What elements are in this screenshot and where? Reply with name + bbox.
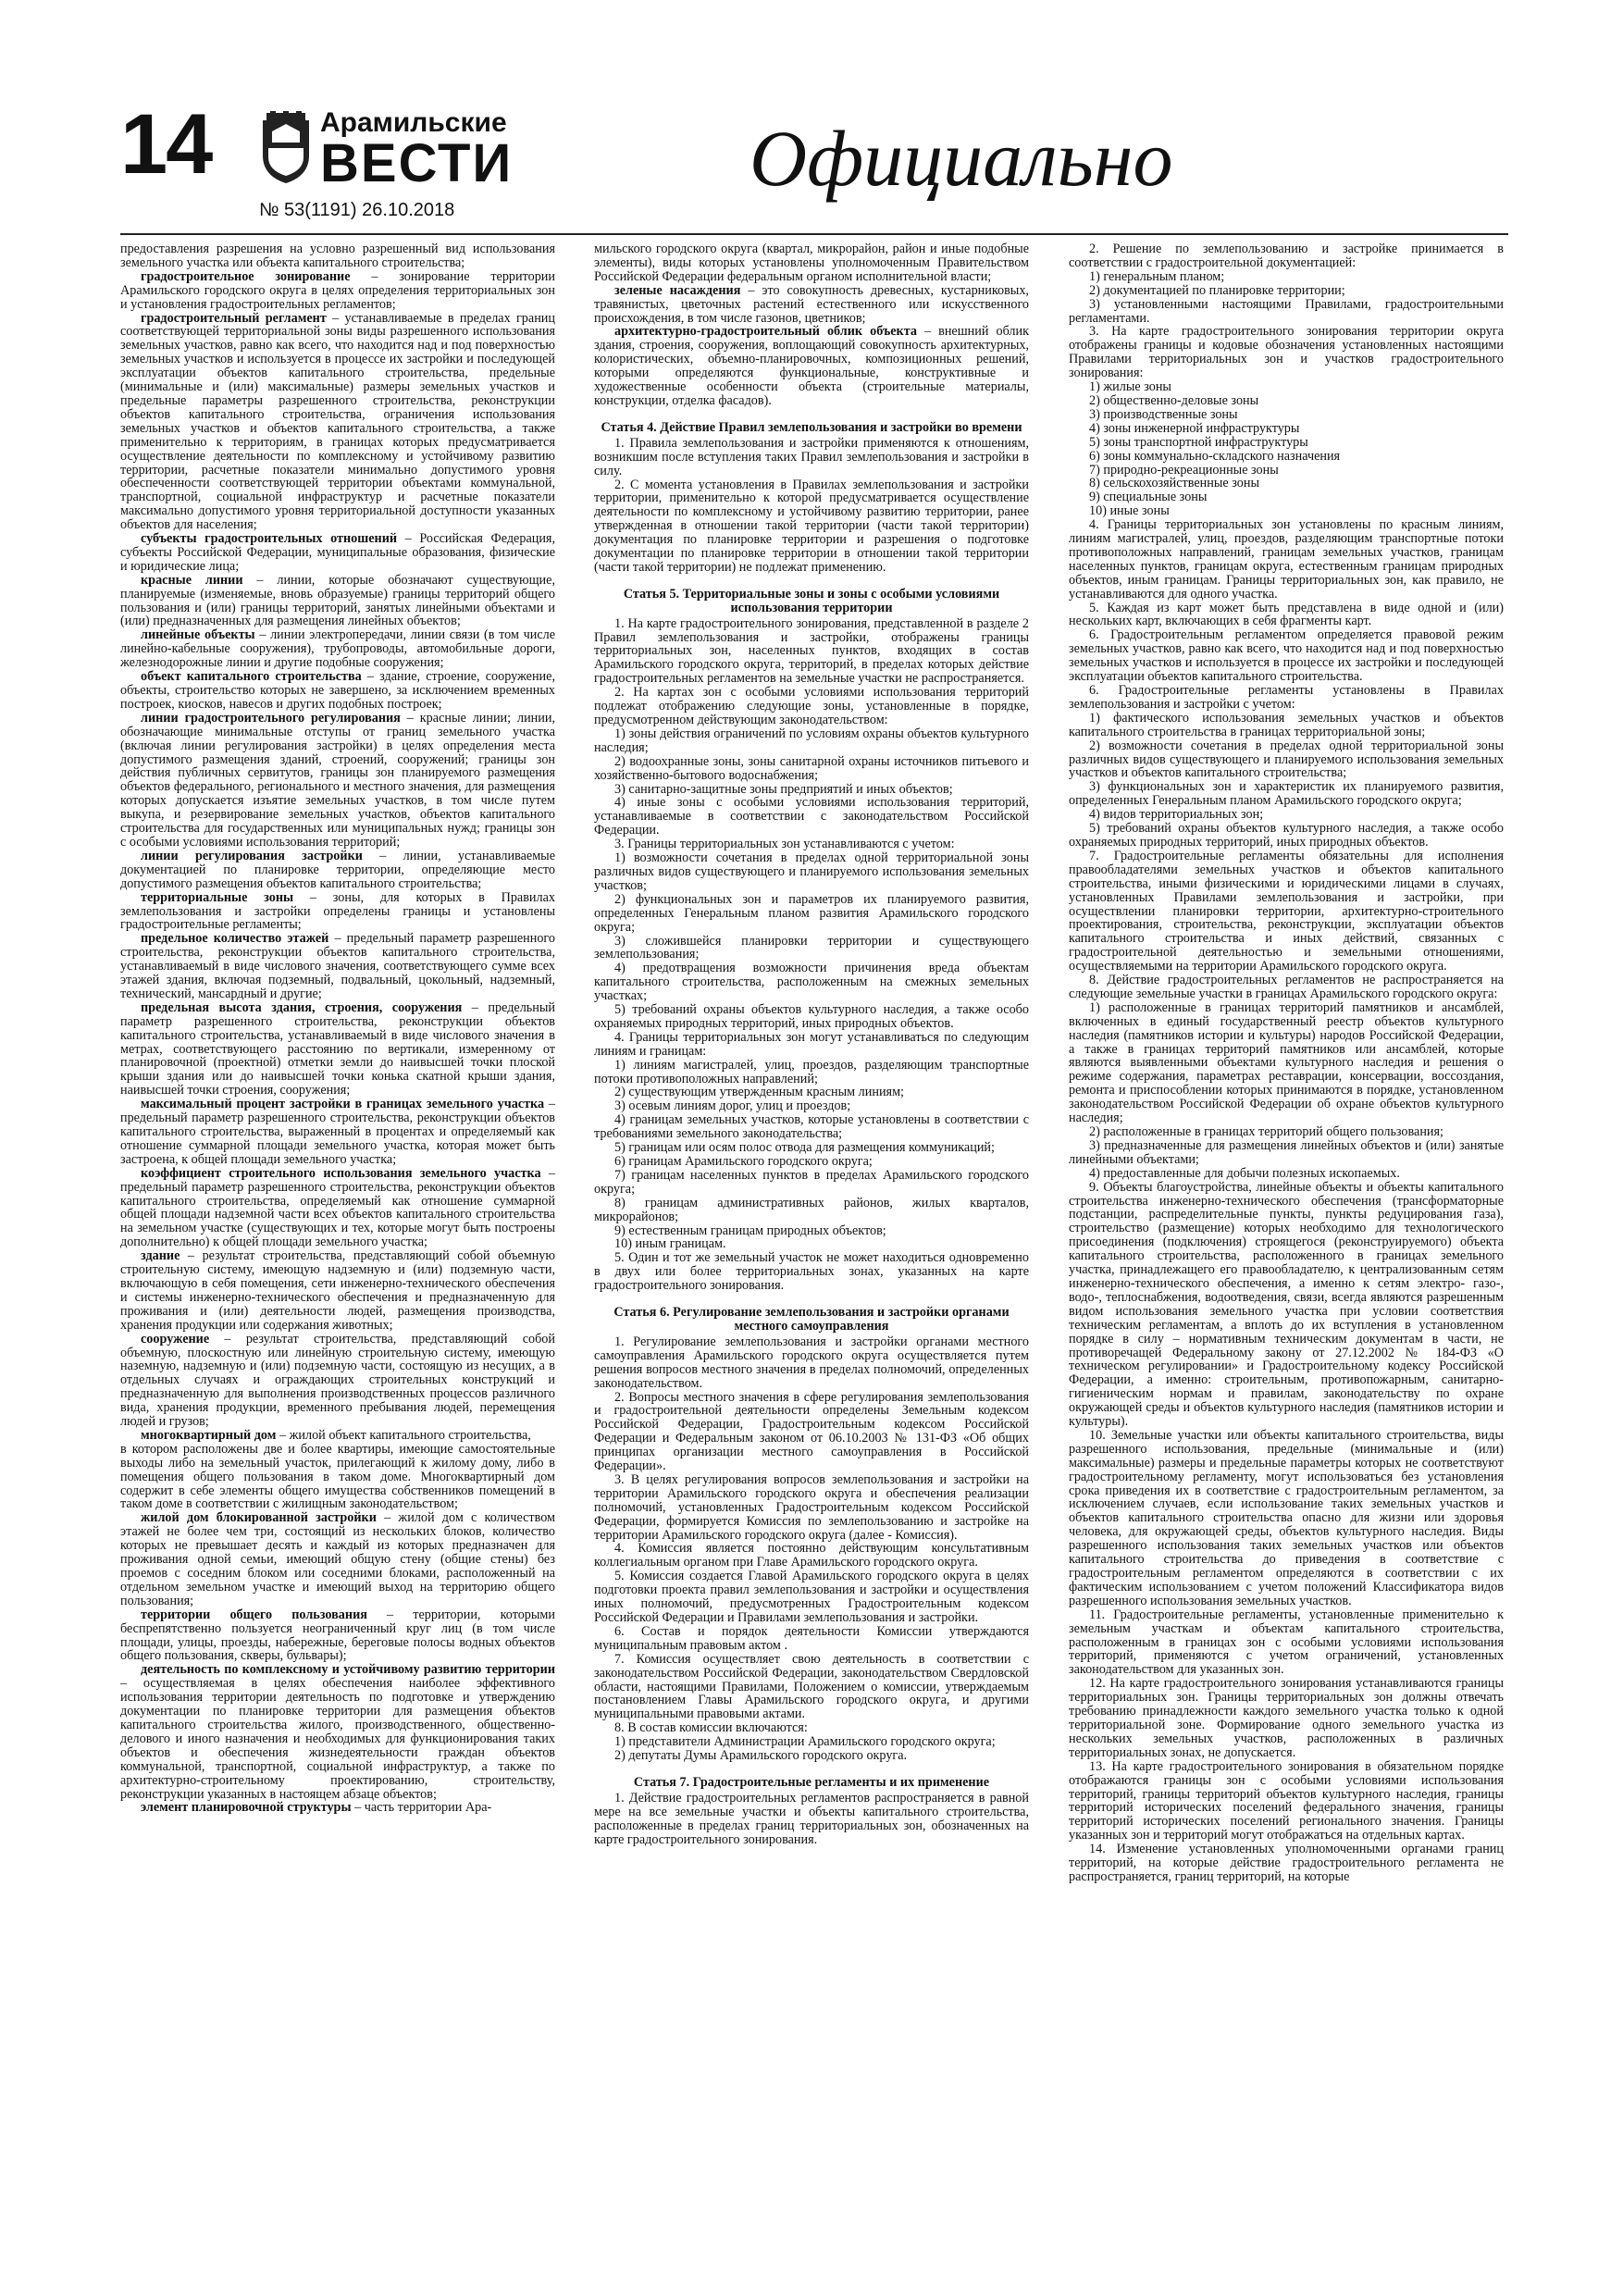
term: объект капитального строительства (141, 669, 362, 685)
text-column-1 (120, 242, 555, 1815)
paragraph-text: 2. Решение по землепользованию и застройке принимается в соответствии с градостроительной документацией: (1069, 242, 1504, 270)
paragraph-text: 10. Земельные участки или объекты капитального строительства, виды разрешенного использования, предельные (минимальные и (или) максимальные) размеры и предельные параметры которых не соответствуют градостроительному регламенту, могут использоваться без установления срока приведения их в соответствие с градостроительным регламентом, за исключением случаев, если использование таких земельных участков и объектов капитального строительства опасно для жизни или здоровья человека, для окружающей среды, объектов культурного наследия. Виды разрешенного использования таких земельных участков или объектов капитального строительства до приведения в соответствие с градостроительным регламентом определяются в соответствии с их фактическим использованием с учетом положений Классификатора видов разрешенного использования земельных участков. (1069, 1427, 1504, 1608)
paragraph (1069, 450, 1504, 464)
paragraph (594, 1251, 1029, 1293)
term: градостроительное зонирование (141, 268, 351, 284)
term: территориальные зоны (141, 889, 294, 905)
paragraph (594, 1113, 1029, 1141)
paragraph-text: 12. На карте градостроительного зонирования устанавливаются границы территориальных зон. Границы территориальных зон должны отвечать требованию принадлежности каждого земельного участка только к одной территориальной зоне. Формирование одного земельного участка из нескольких земельных участков, расположенных в различных территориальных зонах, не допускается. (1069, 1676, 1504, 1760)
paragraph-text: 6. Градостроительным регламентом определяется правовой режим земельных участков, равно как всего, что находится над и под поверхностью земельных участков и используется в процессе их застройки и последующей эксплуатации объектов капитального строительства. (1069, 627, 1504, 685)
paper-name-small: Арамильские (320, 107, 507, 138)
paragraph (594, 851, 1029, 893)
paragraph (594, 1721, 1029, 1735)
paragraph (594, 1570, 1029, 1625)
paragraph (594, 893, 1029, 935)
term: здание (141, 1248, 180, 1264)
paragraph-text: 4. Комиссия является постоянно действующим консультативным коллегиальным органом при Главе Арамильского городского округа. (594, 1541, 1029, 1570)
coat-of-arms-icon (259, 111, 313, 185)
paragraph (1069, 974, 1504, 1001)
term: сооружение (141, 1331, 210, 1347)
paragraph-text: 3. На карте градостроительного зонирования территории округа отображены границы и кодовые обозначения установленных настоящими Правилами территориальных зон и участков градостроительного зонирования: (1069, 324, 1504, 381)
paragraph-text: 6) зоны коммунально-складского назначения (1089, 448, 1341, 464)
paragraph-text: 4) зоны инженерной инфраструктуры (1089, 420, 1300, 436)
paragraph-text: 5) требований охраны объектов культурного наследия, а также особо охраняемых природных территорий, иных природных объектов. (594, 1002, 1029, 1031)
paragraph-text: 7) границам населенных пунктов в пределах Арамильского городского округа; (594, 1167, 1029, 1197)
paragraph (594, 1653, 1029, 1722)
paragraph-text: 5) требований охраны объектов культурного наследия, а также особо охраняемых природных территорий, иных природных объектов. (1069, 821, 1504, 850)
paragraph (594, 1224, 1029, 1238)
paragraph-text: – результат строительства, представляющий собой объемную, плоскостную или линейную строительную систему, имеющую наземную, надземную и (или) подземную части, состоящую из несущих, а в отдельных случаях и ограждающих строительных конструкций и предназначенную для выполнения производственных процессов различного вида, хранения продукции, временного пребывания людей, перемещения людей и грузов; (120, 1331, 555, 1430)
paragraph-text: – зоны, для которых в Правилах землепользования и застройки определены границы и установлены градостроительные регламенты; (120, 889, 555, 933)
paragraph (1069, 242, 1504, 270)
paragraph (1069, 490, 1504, 504)
paragraph (594, 838, 1029, 851)
paragraph (1069, 684, 1504, 712)
paragraph-text: – территории, которыми беспрепятственно пользуется неограниченный круг лиц (в том числе площади, улицы, проезды, набережные, береговые полосы водных объектов общего пользования, скверы, бульвары); (120, 1607, 555, 1664)
paragraph (594, 1391, 1029, 1473)
paragraph-text: 13. На карте градостроительного зонирования в обязательном порядке отображаются границы зон с особыми условиями использования территорий, границы территорий объектов культурного наследия, границы территорий исторических поселений федерального значения, границы территорий исторических поселений регионального значения. Границы указанных зон и территорий могут отображаться на отдельных картах. (1069, 1758, 1504, 1843)
paragraph-text: 1) представители Администрации Арамильского городского округа; (614, 1734, 996, 1750)
term: многоквартирный дом (141, 1427, 277, 1443)
paragraph (594, 1099, 1029, 1113)
paragraph-text: мильского городского округа (квартал, микрорайон, район и иные подобные элементы), виды которых установлены уполномоченным Правительством Российской Федерации федеральным органом исполнительной власти; (594, 242, 1029, 284)
paragraph-text: – красные линии; линии, обозначающие минимальные отступы от границ земельного участка (включая линии регулирования застройки) в целях определения места допустимого размещения зданий, строений, сооружений; границы зон действия публичных сервитутов, границы зон планируемого размещения объектов федерального, регионального и местного значения, для размещения которых допускается изъятие земельных участков, в том числе путем выкупа, и резервирование земельных участков, объектов капитального строительства для государственных или муниципальных нужд; границы зон с особыми условиями использования территорий; (120, 710, 555, 850)
paragraph (1069, 780, 1504, 808)
paragraph (1069, 1181, 1504, 1429)
paragraph-text: в котором расположены две и более квартиры, имеющие самостоятельные выходы либо на земельный участок, прилегающий к жилому дому, либо в помещения общего пользования в таком доме. Многоквартирный дом содержит в себе элементы общего имущества собственников помещений в таком доме в соответствии с жилищным законодательством; (120, 1441, 555, 1512)
paragraph-text: 2. На картах зон с особыми условиями использования территорий подлежат отображению следующие зоны, установленные в порядке, предусмотренном действующим законодательством: (594, 685, 1029, 727)
paragraph-text: 4. Границы территориальных зон могут устанавливаться по следующим линиям и границам: (594, 1029, 1029, 1059)
paragraph-text: 4. Границы территориальных зон установлены по красным линиям, линиям магистралей, улиц, проездов, разделяющим транспортные потоки противоположных направлений, границам земельных участков, границам населенных пунктов, границам округа, естественным границам природных объектов, иным границам. Границы территориальных зон, как правило, не устанавливаются для одного участка. (1069, 517, 1504, 602)
paragraph (120, 670, 555, 712)
paragraph-text: 5. Комиссия создается Главой Арамильского городского округа в целях подготовки проекта правил землепользования и застройки и осуществления иных полномочий, предусмотренных Градостроительным кодексом Российской Федерации и Правилами землепользования и застройки. (594, 1569, 1029, 1625)
paragraph-text: – предельный параметр разрешенного строительства, реконструкции объектов капитального строительства, выраженный в процентах и определяемый как отношение суммарной площади земельного участка, которая может быть застроена, к общей площади земельного участка; (120, 1097, 555, 1167)
paragraph (120, 1098, 555, 1167)
paragraph (594, 755, 1029, 783)
paragraph-text: – осуществляемая в целях обеспечения наиболее эффективного использования территории деятельность по подготовке и утверждению документации по планировке территории для размещения объектов капитального строительства жилого, производственного, общественно-делового и иного назначения и необходимых для функционирования таких объектов и обеспечения жизнедеятельности граждан объектов коммунальной, транспортной, социальной инфраструктур, а также по архитектурно-строительному проектированию, строительству, реконструкции указанных в настоящем абзаце объектов; (120, 1676, 555, 1802)
paragraph (594, 1197, 1029, 1224)
paragraph (120, 1511, 555, 1607)
paragraph-text: – предельный параметр разрешенного строительства, реконструкции объектов капитального строительства, устанавливаемый в виде числового значения в метрах, соответствующего расстоянию по вертикали, измеренному от планировочной (проектной) отметки земли до наивысшей точки плоской крыши здания или до наивысшей точки конька скатной крыши здания, наивысшей точки строения, сооружения; (120, 999, 555, 1098)
paragraph (1069, 325, 1504, 380)
term: коэффициент строительного использования земельного участка (141, 1165, 541, 1181)
paragraph-text: 7) природно-рекреационные зоны (1089, 462, 1279, 478)
paragraph-text: – жилой дом с количеством этажей не более чем три, состоящий из нескольких блоков, количество которых не превышает десять и каждый из которых предназначен для проживания одной семьи, имеющий общую стену (общие стены) без проемов с соседним блоком или соседними блоками, расположенный на отдельном земельном участке и имеющий выход на территорию общего пользования; (120, 1510, 555, 1608)
paragraph-text: – предельный параметр разрешенного строительства, реконструкции объектов капитального строительства, устанавливаемый в виде числового значения, соответствующего сумме всех этажей здания, включая подземный, подвальный, цокольный, надземный, технический, мансардный и другие; (120, 931, 555, 1001)
paragraph (1069, 504, 1504, 518)
paragraph (594, 1473, 1029, 1543)
paragraph-text: Статья 7. Градостроительные регламенты и их применение (633, 1774, 990, 1790)
paragraph (594, 686, 1029, 727)
paragraph (1069, 1843, 1504, 1884)
term: линии регулирования застройки (141, 848, 363, 863)
paragraph (594, 796, 1029, 838)
paragraph-text: 2) расположенные в границах территорий общего пользования; (1089, 1124, 1443, 1139)
paragraph-text: 3) функциональных зон и характеристик их планируемого развития, определенных Генеральным планом Арамильского городского округа; (1069, 779, 1504, 809)
paragraph (1069, 1167, 1504, 1181)
paragraph-text: 3. В целях регулирования вопросов землепользования и застройки на территории Арамильского городского округа и обеспечения реализации полномочий, установленных Градостроительным кодексом Российской Федерации, формируется Комиссия по землепользованию и застройке на территории Арамильского городского округа (далее - Комиссия). (594, 1471, 1029, 1543)
paragraph-text: 7. Градостроительные регламенты обязательны для исполнения правообладателями земельных участков и объектов капитального строительства, иными физическими и юридическими лицами в случаях, установленных Правилами землепользования и застройки, при осуществлении планировки территории, архитектурно-строительного проектирования, строительства, реконструкции, эксплуатации объектов капитального строительства и иных действий, связанных с градостроительной деятельностью и земельными отношениями, осуществляемыми на территории Арамильского городского округа. (1069, 848, 1504, 974)
paragraph (1069, 1608, 1504, 1678)
paragraph (1069, 422, 1504, 436)
paragraph-text: – часть территории Ара- (351, 1800, 492, 1816)
paragraph (1069, 739, 1504, 781)
paragraph-text: 2) документацией по планировке территории; (1089, 282, 1345, 298)
paragraph-text: 9. Объекты благоустройства, линейные объекты и объекты капитального строительства инженерно-технического обеспечения (трансформаторные подстанции, распределительные пункты, пункты редуцирования газа), строительство (размещение) которых необходимо для технологического присоединения (подключения) строящегося (реконструируемого) объекта капитального строительства, расположенного в границах земельного участка, принадлежащего его правообладателю, к централизованным сетям инженерно-технического обеспечения, а именно к сетям электро- газо-, водо-, теплоснабжения, водоотведения, связи, всегда являются разрешенным видом использования земельного участка при условии соответствия техническим регламентам, а вплоть до их вступления в установленном порядке в силу – нормативным техническим документам в части, не противоречащей Федеральному закону от 27.12.2002 № 184-ФЗ «О техническом регулировании» и Градостроительному кодексу Российской Федерации, а именно: строительным, противопожарным, санитарно-гигиеническим нормам и правилам, законодательству по охране окружающей среды и объектов культурного наследия (памятников истории и культуры). (1069, 1179, 1504, 1430)
paragraph (1069, 464, 1504, 478)
paragraph (594, 1335, 1029, 1391)
paragraph-text: – линии, устанавливаемые документацией по планировке территории, определяющие место допустимого размещения объектов капитального строительства; (120, 848, 555, 891)
paragraph (120, 1801, 555, 1815)
paragraph (1069, 628, 1504, 684)
paragraph-text: 2) функциональных зон и параметров их планируемого развития, определенных Генеральным планом развития Арамильского городского округа; (594, 891, 1029, 935)
paragraph (120, 242, 555, 270)
paragraph-text: 4) иные зоны с особыми условиями использования территорий, устанавливаемые в соответствии с законодательством Российской Федерации. (594, 795, 1029, 838)
paragraph (594, 962, 1029, 1003)
paragraph (1069, 284, 1504, 298)
paragraph-text: 4) предоставленные для добычи полезных ископаемых. (1089, 1165, 1400, 1181)
paragraph (594, 1155, 1029, 1169)
paragraph-text: 8. Действие градостроительных регламентов не распространяется на следующие земельные участки в границах Арамильского городского округа: (1069, 973, 1504, 1001)
paragraph (1069, 298, 1504, 326)
paragraph-text: 4) видов территориальных зон; (1089, 807, 1264, 823)
paragraph-text: 11. Градостроительные регламенты, установленные применительно к земельным участкам и объектам капитального строительства, расположенным в границах зон с особыми условиями использования территорий, применяются с учетом ограничений, установленных законодательством для указанных зон. (1069, 1607, 1504, 1678)
paragraph-text: Статья 4. Действие Правил землепользования и застройки во времени (601, 419, 1022, 435)
paragraph-text: 9) специальные зоны (1089, 490, 1208, 505)
paragraph-text: – жилой объект капитального строительства, (276, 1427, 531, 1443)
paragraph-text: 3. Границы территориальных зон устанавливаются с учетом: (614, 837, 955, 852)
paragraph-text: 8. В состав комиссии включаются: (614, 1720, 808, 1736)
paragraph (120, 1429, 555, 1443)
paragraph (1069, 1001, 1504, 1125)
paragraph (1069, 712, 1504, 739)
paragraph-text: 9) естественным границам природных объектов; (614, 1222, 886, 1238)
paragraph (120, 1333, 555, 1429)
paragraph (120, 532, 555, 574)
paragraph (120, 1001, 555, 1098)
paragraph-text: 7. Комиссия осуществляет свою деятельность в соответствии с законодательством Российской Федерации, законодательством Свердловской области, настоящими Правилами, Положением о комиссии, утверждаемым постановлением Главы Арамильского городского округа, и другими муниципальными правовыми актами. (594, 1651, 1029, 1722)
paragraph (594, 325, 1029, 407)
term: предельная высота здания, строения, сооружения (141, 999, 463, 1015)
paragraph-text: 1) фактического использования земельных участков и объектов капитального строительства в границах территориальной зоны; (1069, 710, 1504, 739)
paragraph-text: 6) границам Арамильского городского округа; (614, 1154, 873, 1169)
paragraph-text: – здание, строение, сооружение, объекты, строительство которых не завершено, за исключением временных построек, киосков, навесов и других подобных построек; (120, 669, 555, 712)
paragraph (594, 242, 1029, 284)
paragraph-text: 1) линиям магистралей, улиц, проездов, разделяющим транспортные потоки противоположных направлений; (594, 1057, 1029, 1086)
term: красные линии (141, 572, 243, 588)
paragraph (120, 1249, 555, 1332)
paragraph (594, 1749, 1029, 1763)
paragraph (1069, 408, 1504, 422)
term: жилой дом блокированной застройки (141, 1510, 377, 1526)
article-heading (594, 421, 1029, 435)
paragraph (1069, 270, 1504, 284)
term: субъекты градостроительных отношений (141, 531, 398, 547)
paragraph-text: 8) сельскохозяйственные зоны (1089, 476, 1259, 491)
paragraph (1069, 1139, 1504, 1167)
term: элемент планировочной структуры (141, 1800, 352, 1816)
header-rule (120, 233, 1508, 235)
paragraph (594, 727, 1029, 755)
text-column-3 (1069, 242, 1504, 1884)
paragraph (120, 1608, 555, 1664)
paragraph-text: 14. Изменение установленных уполномоченными органами границ территорий, на которые действие градостроительного регламента не распространяется, границ территорий, на которые (1069, 1842, 1504, 1884)
paragraph-text: 4) предотвращения возможности причинения вреда объектам капитального строительства, расположенным на смежных земельных участках; (594, 961, 1029, 1004)
paragraph-text: – зонирование территории Арамильского городского округа в целях определения территориальных зон и установления градостроительных регламентов; (120, 268, 555, 312)
term: зеленые насаждения (614, 282, 741, 298)
paragraph-text: 1) возможности сочетания в пределах одной территориальной зоны различных видов существующего и планируемого использования земельных участков; (594, 850, 1029, 893)
paragraph-text: – это совокупность древесных, кустарниковых, травянистых, цветочных растений естественного или искусственного происхождения, в том числе газонов, цветников; (594, 282, 1029, 326)
paragraph (594, 1086, 1029, 1099)
paragraph (120, 628, 555, 670)
paragraph (1069, 808, 1504, 822)
paragraph-text: 6. Градостроительные регламенты установлены в Правилах землепользования и застройки с учетом: (1069, 683, 1504, 712)
paragraph (120, 1167, 555, 1249)
paragraph (1069, 602, 1504, 629)
paragraph-text: 1) зоны действия ограничений по условиям охраны объектов культурного наследия; (594, 726, 1029, 755)
paragraph (1069, 822, 1504, 850)
term: линейные объекты (141, 627, 255, 643)
paragraph-text: 2. Вопросы местного значения в сфере регулирования землепользования и градостроительной деятельности определены Земельным кодексом Российской Федерации, Градостроительным кодексом Российской Федерации и Федеральным законом от 06.10.2003 № 131-ФЗ «Об общих принципах организации местного самоуправления в Российской Федерации». (594, 1389, 1029, 1474)
paragraph (120, 270, 555, 312)
paragraph-text: 1. На карте градостроительного зонирования, представленной в разделе 2 Правил землепользования и застройки, отображены границы территориальных зон, населенных пунктов, входящих в состав Арамильского городского округа, территорий, в пределах которых действие градостроительных регламентов на земельные участки не распространяется. (594, 615, 1029, 687)
paragraph (120, 891, 555, 933)
paragraph-text: предоставления разрешения на условно разрешенный вид использования земельного участка или объекта капитального строительства; (120, 242, 555, 270)
paragraph-text: – результат строительства, представляющий собой объемную строительную систему, имеющую надземную и (или) подземную части, включающую в себя помещения, сети инженерно-технического обеспечения и системы инженерно-технического обеспечения и предназначенную для проживания и (или) деятельности людей, размещения производства, хранения продукции или содержания животных; (120, 1248, 555, 1333)
paragraph (1069, 436, 1504, 450)
masthead (120, 97, 1508, 241)
paragraph (594, 1059, 1029, 1086)
paragraph-text: 6. Состав и порядок деятельности Комиссии утверждаются муниципальным правовым актом . (594, 1623, 1029, 1653)
paragraph-text: 5) зоны транспортной инфраструктуры (1089, 434, 1308, 450)
paragraph (120, 574, 555, 629)
paragraph (1069, 850, 1504, 974)
paragraph-text: 3) осевым линиям дорог, улиц и проездов; (614, 1098, 851, 1114)
article-heading (594, 588, 1029, 615)
paragraph-text: 2) водоохранные зоны, зоны санитарной охраны источников питьевого и хозяйственно-бытового водоснабжения; (594, 753, 1029, 783)
paragraph-text: 1) генеральным планом; (1089, 268, 1225, 284)
paragraph-text: 2) депутаты Думы Арамильского городского округа. (614, 1748, 908, 1764)
page-number: 14 (120, 97, 212, 192)
paragraph (120, 312, 555, 533)
paragraph (594, 935, 1029, 962)
paragraph (594, 1141, 1029, 1155)
paragraph (594, 1792, 1029, 1847)
paragraph-text: 5. Каждая из карт может быть представлена в виде одной и (или) нескольких карт, включающих в себя фрагменты карт. (1069, 600, 1504, 629)
paper-name-big: ВЕСТИ (320, 133, 514, 193)
paragraph-text: 4) границам земельных участков, которые установлены в соответствии с требованиями земельного законодательства; (594, 1112, 1029, 1142)
paragraph (594, 1169, 1029, 1197)
term: максимальный процент застройки в границах земельного участка (141, 1097, 545, 1112)
paragraph-text: 1. Действие градостроительных регламентов распространяется в равной мере на все земельные участки и объекты капитального строительства, расположенные в пределах границ территориальных зон, обозначенных на карте градостроительного зонирования. (594, 1790, 1029, 1847)
paragraph (1069, 1677, 1504, 1759)
paragraph-text: 8) границам административных районов, жилых кварталов, микрорайонов; (594, 1195, 1029, 1224)
term: архитектурно-градостроительный облик объекта (614, 324, 917, 340)
paragraph-text: 2. С момента установления в Правилах землепользования и застройки территории, применительно к которой предусматривается осуществление деятельности по комплексному и устойчивому развитию территории, ранее утвержденная в отношении такой территории (части такой территории) документация по планировке территории и разрешения о подготовке документации по планировке территории в отношении такой территории (части такой территории) не подлежат применению. (594, 477, 1029, 575)
paragraph-text: – внешний облик здания, строения, сооружения, воплощающий совокупность архитектурных, колористических, объемно-планировочных, композиционных решений, которыми определяются функциональные, конструктивные и художественные особенности объекта (строительные материалы, конструкции, отделка фасадов). (594, 324, 1029, 408)
paragraph-text: 2) возможности сочетания в пределах одной территориальной зоны различных видов существующего и планируемого использования земельных участков и объектов капитального строительства; (1069, 738, 1504, 781)
paragraph-text: Статья 6. Регулирование землепользования и застройки органами местного самоуправления (613, 1305, 1010, 1334)
term: линии градостроительного регулирования (141, 710, 401, 726)
paragraph-text: – предельный параметр разрешенного строительства, реконструкции объектов капитального строительства, определяемый как отношение суммарной общей площади надземной части всех объектов капитального строительства на земельном участке (существующих и тех, которые могут быть построены дополнительно) к общей площади земельного участка; (120, 1165, 555, 1250)
paragraph (594, 1625, 1029, 1653)
paragraph (594, 617, 1029, 687)
paragraph (1069, 380, 1504, 394)
paragraph-text: 3) санитарно-защитные зоны предприятий и иных объектов; (614, 781, 953, 797)
paragraph (594, 284, 1029, 326)
paragraph-text: 2) общественно-деловые зоны (1089, 392, 1259, 408)
paragraph-text: 1. Регулирование землепользования и застройки органами местного самоуправления Арамильского городского округа осуществляется путем решения вопросов местного значения в пределах полномочий, определенных законодательством. (594, 1334, 1029, 1391)
section-title: Официально (750, 114, 1173, 203)
term: предельное количество этажей (141, 931, 329, 947)
paragraph-text: 1. Правила землепользования и застройки применяются к отношениям, возникшим после вступления таких Правил землепользования и застройки в силу. (594, 435, 1029, 478)
paragraph (594, 478, 1029, 575)
paragraph-text: – линии, которые обозначают существующие, планируемые (изменяемые, вновь образуемые) границы территорий общего пользования и (или) границы территорий, занятых линейными объектами и (или) предназначенных для размещения линейных объектов; (120, 572, 555, 629)
paragraph (594, 1003, 1029, 1031)
paragraph (120, 1443, 555, 1512)
paragraph (594, 437, 1029, 478)
paragraph-text: 1) расположенные в границах территорий памятников и ансамблей, включенных в единый государственный реестр объектов культурного наследия (памятников истории и культуры) народов Российской Федерации, а также в границах территорий памятников или ансамблей, которые являются выявленными объектами культурного наследия и решения о режиме содержания, параметрах реставрации, консервации, воссоздания, ремонта и приспособлении которых принимаются в порядке, установленном законодательством Российской Федерации об охране объектов культурного наследия; (1069, 999, 1504, 1126)
issue-line: № 53(1191) 26.10.2018 (259, 200, 455, 220)
paragraph (120, 712, 555, 850)
article-heading (594, 1776, 1029, 1790)
paragraph-text: 3) предназначенные для размещения линейных объектов и (или) занятые линейными объектами; (1069, 1137, 1504, 1167)
paragraph (1069, 1429, 1504, 1608)
paragraph-text: Статья 5. Территориальные зоны и зоны с особыми условиями использования территории (623, 586, 1000, 615)
paragraph-text: 5) границам или осям полос отвода для размещения коммуникаций; (614, 1140, 995, 1156)
paragraph-text: – линии электропередачи, линии связи (в том числе линейно-кабельные сооружения), трубопроводы, автомобильные дороги, железнодорожные линии и другие подобные сооружения; (120, 627, 555, 671)
paragraph (594, 1031, 1029, 1059)
paragraph (1069, 477, 1504, 490)
paragraph (1069, 1760, 1504, 1843)
paragraph (1069, 394, 1504, 408)
paragraph-text: – Российская Федерация, субъекты Российской Федерации, муниципальные образования, физические и юридические лица; (120, 531, 556, 574)
paragraph (1069, 1125, 1504, 1139)
paragraph-text: 5. Один и тот же земельный участок не может находиться одновременно в двух или более территориальных зонах, указанных на карте градостроительного зонирования. (594, 1250, 1029, 1294)
paragraph (594, 1237, 1029, 1251)
term: территории общего пользования (141, 1607, 367, 1622)
paragraph-text: 2) существующим утвержденным красным линиям; (614, 1085, 904, 1100)
paragraph (120, 932, 555, 1001)
paragraph-text: – устанавливаемые в пределах границ соответствующей территориальной зоны виды разрешенного использования земельных участков, равно как всего, что находится над и под поверхностью земельных участков и используется в процессе их застройки и последующей эксплуатации объектов капитального строительства, предельные (минимальные и (или) максимальные) размеры земельных участков и предельные параметры разрешенного строительства, реконструкции объектов капитального строительства, ограничения использования земельных участков и объектов капитального строительства, а также применительно к территориям, в границах которых предусматривается осуществление деятельности по комплексному и устойчивому развитию территории, расчетные показатели минимально допустимого уровня обеспеченности соответствующей территории объектами коммунальной, транспортной, социальной инфраструктур и расчетные показатели максимально допустимого уровня территориальной доступности указанных объектов для населения; (120, 310, 555, 533)
term: градостроительный регламент (141, 310, 327, 326)
paragraph (594, 783, 1029, 797)
paragraph (120, 1663, 555, 1801)
paragraph-text: 3) сложившейся планировки территории и существующего землепользования; (594, 933, 1029, 962)
paragraph (120, 850, 555, 891)
paragraph-text: 3) производственные зоны (1089, 406, 1238, 422)
paragraph (594, 1542, 1029, 1570)
article-heading (594, 1306, 1029, 1334)
paragraph-text: 1) жилые зоны (1089, 379, 1171, 395)
text-column-2 (594, 242, 1029, 1847)
paragraph (594, 1735, 1029, 1749)
paragraph-text: 10) иные зоны (1089, 503, 1170, 519)
paragraph-text: 10) иным границам. (614, 1236, 726, 1252)
paragraph-text: 3) установленными настоящими Правилами, градостроительными регламентами. (1069, 296, 1504, 326)
term: деятельность по комплексному и устойчивому развитию территории (141, 1662, 555, 1678)
paragraph (1069, 518, 1504, 601)
